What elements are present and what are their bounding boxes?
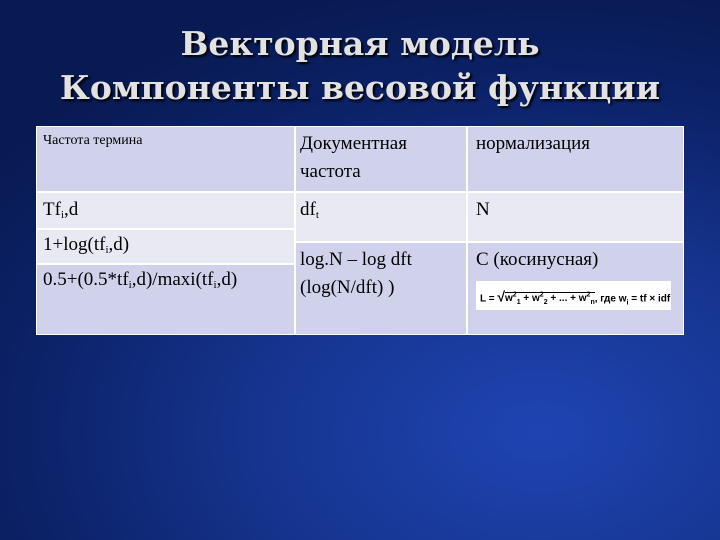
header-normalization: [468, 127, 683, 191]
header-document-frequency: [296, 127, 466, 191]
header-normalization-label: нормализация: [476, 133, 591, 154]
slide-title: [0, 22, 720, 110]
cell-n: [468, 193, 683, 241]
formula-lhs: L =: [480, 293, 498, 305]
formula-radicand: $w^2_1 + w^2_2$ + ... + $w^2_n$: [505, 292, 595, 307]
header-document-frequency-line2: частота: [300, 161, 361, 182]
slide-title-line1: Векторная модель: [180, 24, 540, 63]
cell-idf-line2: (log(N/dft) ): [300, 277, 395, 298]
formula-rhs: = tf × idf: [628, 293, 671, 305]
header-term-frequency-label: Частота термина: [43, 133, 143, 148]
header-document-frequency-line1: Документная: [300, 133, 407, 154]
cell-dft: [296, 193, 466, 241]
header-term-frequency: [37, 127, 294, 191]
cell-log-tf: [37, 230, 294, 263]
cell-tf: [37, 193, 294, 228]
cell-dft-text: $df_t$: [300, 199, 319, 221]
cell-idf-line1: log.N – log dft: [300, 249, 412, 270]
sqrt-icon: √: [497, 288, 506, 305]
cosine-normalization-formula: $L = √w^2_1 + w^2_2$ + ... + $w^2_n$, где $w_i$ = tf × idf: [476, 281, 671, 310]
formula-where: , где w: [594, 293, 627, 305]
cell-augmented-tf-text: $0.5+(0.5*tf_i,d)/\max i(tf_i,d)$: [43, 269, 238, 291]
cell-cosine-text: C (косинусная): [476, 249, 599, 270]
slide-title-line2: Компоненты весовой функции: [59, 68, 661, 107]
cell-augmented-tf: [37, 265, 294, 334]
cell-log-tf-text: $1+\log(tf_i,d)$: [43, 234, 130, 256]
cell-idf: [296, 243, 466, 334]
cell-n-text: N: [476, 199, 490, 220]
cell-tf-text: $Tf_i,d$: [43, 199, 79, 221]
